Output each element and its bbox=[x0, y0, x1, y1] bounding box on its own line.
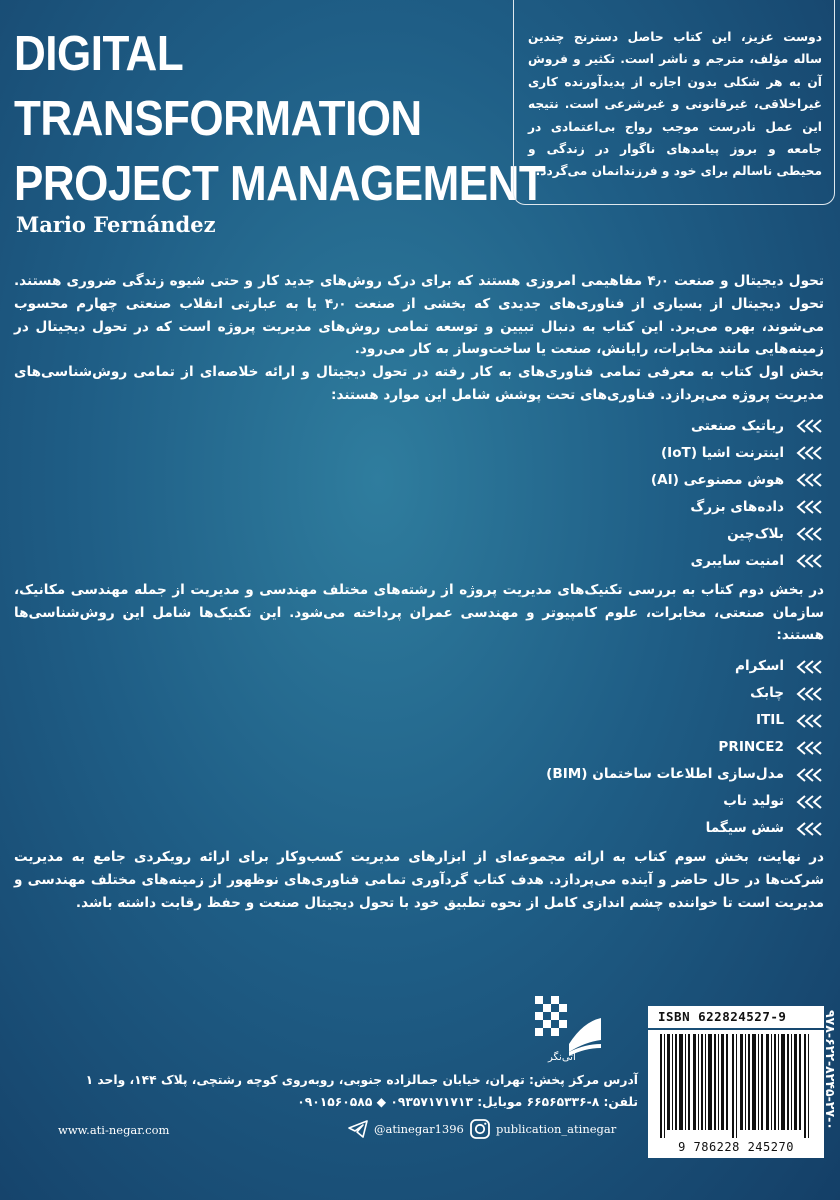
list-item: اینترنت اشیا (IoT) bbox=[14, 440, 824, 467]
intro-paragraph: تحول دیجیتال و صنعت ۴٫۰ مفاهیمی امروزی هستند که برای درک روش‌های جدید کار و حتی شیوه زندگی ضروری هستند. تحول دیجیتال از بسیاری از فناوری‌های جدیدی که بخشی از صنعت ۴٫۰ یا به عبارتی انقلاب صنعتی چهارم محسوب می‌شوند، بهره می‌برد. این کتاب به دنبال تبیین و توسعه تمامی روش‌های مدیریت پروژه است که در تحول دیجیتال در زمینه‌هایی مانند مخابرات، رایانش، صنعت یا ساخت‌وساز به کار می‌رود. bbox=[14, 273, 824, 358]
title-line-3: PROJECT MANAGEMENT bbox=[14, 156, 546, 212]
copyright-notice: دوست عزیز، این کتاب حاصل دسترنج چندین ساله مؤلف، مترجم و ناشر است. تکثیر و فروش آن به هر شکلی بدون اجازه از پدیدآورنده کاری غیراخلاقی، غیرقانونی و غیرشرعی است. نتیجه این عمل نادرست موجب رواج بی‌اعتمادی در جامعه و بروز پیامدهای ناگوار در زندگی و محیطی ناسالم برای خود و فرزندانمان می‌گردد. bbox=[513, 0, 835, 205]
technology-list bbox=[14, 413, 824, 575]
double-chevron-icon bbox=[794, 554, 822, 568]
isbn-label: ISBN 622824527-9 bbox=[648, 1006, 824, 1028]
instagram-icon bbox=[468, 1117, 492, 1141]
book-title bbox=[14, 22, 546, 217]
list-item: داده‌های بزرگ bbox=[14, 494, 824, 521]
list-item: اسکرام bbox=[14, 653, 824, 680]
address-line: آدرس مرکز پخش: تهران، خیابان جمالزاده جنوبی، روبه‌روی کوچه رشتچی، پلاک ۱۴۴، واحد ۱ bbox=[85, 1073, 638, 1087]
barcode-digits: 9 786228 245270 bbox=[648, 1140, 824, 1154]
title-line-1: DIGITAL bbox=[14, 26, 184, 82]
list-item: شش سیگما bbox=[14, 815, 824, 842]
book-description bbox=[14, 270, 824, 915]
list-item: تولید ناب bbox=[14, 788, 824, 815]
double-chevron-icon bbox=[794, 795, 822, 809]
double-chevron-icon bbox=[794, 822, 822, 836]
isbn-vertical: ۹۷۸-۶۲۲-۸۲۴۵-۲۷-۰ bbox=[823, 1010, 838, 1130]
list-item: ITIL bbox=[14, 707, 824, 734]
telegram-handle[interactable] bbox=[346, 1116, 464, 1142]
list-item: بلاک‌چین bbox=[14, 521, 824, 548]
phone-line: تلفن: ۸-۶۶۵۶۵۳۳۶ موبایل: ۰۹۳۵۷۱۷۱۷۱۳ ◆ ۰۹۰۱۵۶۰۵۸۵ bbox=[297, 1095, 638, 1109]
title-line-2: TRANSFORMATION bbox=[14, 91, 422, 147]
publisher-address bbox=[60, 1069, 638, 1113]
publisher-logo-label: آتی‌نگر bbox=[548, 1052, 576, 1063]
part1-paragraph: بخش اول کتاب به معرفی تمامی فناوری‌های به کار رفته در تحول دیجیتال و ارائه خلاصه‌ای از تمامی روش‌شناسی‌های مدیریت پروژه می‌پردازد. فناوری‌های تحت پوشش شامل این موارد هستند: bbox=[14, 364, 824, 403]
barcode-icon bbox=[648, 1030, 824, 1158]
list-item: چابک bbox=[14, 680, 824, 707]
double-chevron-icon bbox=[794, 446, 822, 460]
double-chevron-icon bbox=[794, 500, 822, 514]
instagram-handle[interactable] bbox=[468, 1116, 616, 1142]
double-chevron-icon bbox=[794, 687, 822, 701]
telegram-icon bbox=[346, 1117, 370, 1141]
author-name: Mario Fernández bbox=[16, 212, 216, 237]
telegram-label: @atinegar1396 bbox=[374, 1122, 464, 1136]
list-item: هوش مصنوعی (AI) bbox=[14, 467, 824, 494]
double-chevron-icon bbox=[794, 660, 822, 674]
list-item: رباتیک صنعتی bbox=[14, 413, 824, 440]
list-item: امنیت سایبری bbox=[14, 548, 824, 575]
double-chevron-icon bbox=[794, 714, 822, 728]
double-chevron-icon bbox=[794, 768, 822, 782]
part3-paragraph: در نهایت، بخش سوم کتاب به ارائه مجموعه‌ای از ابزارهای مدیریت کسب‌وکار برای ارائه رویکردی جامع به مدیریت شرکت‌ها در حال حاضر و آینده می‌پردازد. هدف کتاب گردآوری تمامی فناوری‌های نوظهور از زمینه‌های مختلف مهندسی و مدیریت است تا خواننده چشم اندازی کامل از نحوه تطبیق خود با تحول دیجیتال صنعت و حفظ رقابت داشته باشد. bbox=[14, 849, 824, 911]
double-chevron-icon bbox=[794, 419, 822, 433]
double-chevron-icon bbox=[794, 741, 822, 755]
list-item: PRINCE2 bbox=[14, 734, 824, 761]
list-item: مدل‌سازی اطلاعات ساختمان (BIM) bbox=[14, 761, 824, 788]
part2-paragraph: در بخش دوم کتاب به بررسی تکنیک‌های مدیریت پروژه از رشته‌های مختلف مهندسی و مدیریت از جمله مهندسی مکانیک، سازمان صنعتی، مخابرات، علوم کامپیوتر و مهندسی عمران پرداخته می‌شود. این تکنیک‌ها شامل این روش‌شناسی‌ها هستند: bbox=[14, 581, 824, 644]
website-link[interactable]: www.ati-negar.com bbox=[58, 1123, 170, 1137]
methodology-list bbox=[14, 653, 824, 842]
double-chevron-icon bbox=[794, 527, 822, 541]
double-chevron-icon bbox=[794, 473, 822, 487]
instagram-label: publication_atinegar bbox=[496, 1122, 617, 1136]
